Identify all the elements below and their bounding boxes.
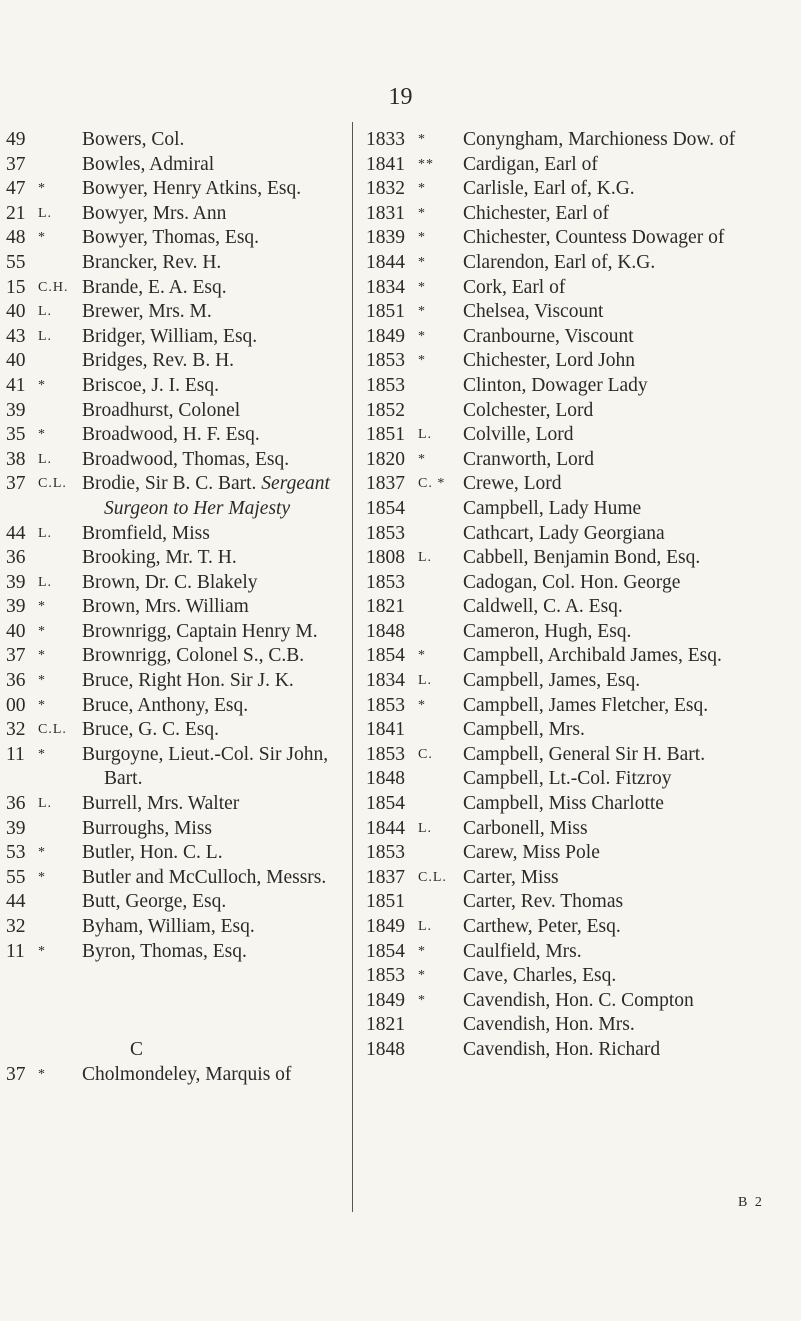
list-item (366, 472, 801, 497)
list-item (366, 251, 801, 276)
entry-name: Brooking, Mr. T. H. (82, 547, 237, 569)
entry-year: 1854 (366, 645, 405, 667)
list-item (366, 349, 801, 374)
column-divider (352, 122, 353, 1212)
entry-mark: * (38, 943, 46, 959)
entry-name: Bruce, Anthony, Esq. (82, 694, 249, 716)
entry-name: Campbell, General Sir H. Bart. (463, 743, 706, 765)
entry-year: 32 (6, 719, 26, 741)
entry-name: Butt, George, Esq. (82, 891, 227, 913)
entry-mark: L. (418, 919, 433, 934)
entry-year: 15 (6, 276, 26, 298)
entry-name: Cavendish, Hon. Mrs. (463, 1014, 635, 1036)
entry-year: 39 (6, 571, 26, 593)
entry-year: 1848 (366, 620, 405, 642)
entry-name: Bridger, William, Esq. (82, 325, 258, 347)
entry-name: Carthew, Peter, Esq. (463, 916, 621, 937)
entry-mark: L. (38, 574, 53, 590)
list-item (6, 644, 351, 669)
entry-mark: * (418, 648, 426, 664)
entry-mark: * (38, 845, 46, 861)
entry-name: Bruce, Right Hon. Sir J. K. (82, 670, 294, 692)
entry-year: 1853 (366, 694, 405, 716)
entry-name: Brown, Dr. C. Blakely (82, 571, 258, 593)
entry-mark: L. (38, 525, 53, 541)
entry-year: 40 (6, 620, 26, 642)
entry-year: 1853 (366, 965, 405, 987)
entry-name: Campbell, Mrs. (463, 719, 585, 741)
entry-name: Bowyer, Henry Atkins, Esq. (82, 178, 302, 200)
signature-mark: B 2 (738, 1195, 764, 1210)
entry-year: 37 (6, 1063, 26, 1085)
entry-name: Campbell, James, Esq. (463, 670, 641, 692)
entry-name: Carter, Miss (463, 866, 559, 888)
entry-year: 1851 (366, 301, 405, 323)
list-item (6, 915, 351, 940)
entry-name: Brancker, Rev. H. (82, 251, 222, 273)
entry-year: 1844 (366, 251, 405, 273)
entry-year: 1853 (366, 842, 405, 864)
entry-name: Clinton, Dowager Lady (463, 374, 648, 396)
entry-year: 47 (6, 178, 26, 200)
list-item (6, 571, 351, 596)
list-item (366, 767, 801, 792)
list-item (366, 546, 801, 571)
list-item (366, 669, 801, 694)
entry-name: Cranbourne, Viscount (463, 325, 634, 347)
entry-mark: C.H. (38, 279, 69, 295)
entry-name: Brownrigg, Colonel S., C.B. (82, 645, 305, 667)
entry-year: 11 (6, 940, 25, 962)
list-item (366, 374, 801, 399)
list-item (6, 940, 351, 965)
entry-year: 36 (6, 547, 26, 569)
entry-year: 1853 (366, 522, 405, 544)
entry-mark: * (418, 353, 426, 369)
entry-year: 11 (6, 743, 25, 765)
list-item (366, 940, 801, 965)
list-item (6, 374, 351, 399)
entry-year: 1851 (366, 891, 405, 913)
entry-name: Carew, Miss Pole (463, 842, 600, 864)
entry-name: Briscoe, J. I. Esq. (82, 374, 220, 396)
list-item (6, 718, 351, 743)
entry-year: 53 (6, 842, 26, 864)
entry-year: 1821 (366, 1014, 405, 1036)
entry-mark: * (38, 697, 46, 713)
list-item (6, 226, 351, 251)
entry-year: 1844 (366, 817, 405, 839)
entry-year: 39 (6, 817, 26, 839)
entry-name: Bowyer, Mrs. Ann (82, 202, 227, 224)
entry-name: Cave, Charles, Esq. (463, 965, 617, 987)
list-item (6, 743, 351, 768)
entry-year: 1852 (366, 399, 405, 421)
list-item (366, 792, 801, 817)
entry-mark: * (38, 673, 46, 689)
entry-year: 1849 (366, 916, 405, 937)
entry-year: 1848 (366, 1038, 405, 1060)
list-item (366, 128, 801, 153)
list-item (366, 890, 801, 915)
list-item (366, 497, 801, 522)
entry-name: Butler, Hon. C. L. (82, 842, 223, 864)
entry-name: Cholmondeley, Marquis of (82, 1063, 292, 1085)
list-item (366, 399, 801, 424)
list-item (6, 399, 351, 424)
entry-year: 1821 (366, 596, 405, 618)
entry-year: 40 (6, 301, 26, 323)
entry-year: 1853 (366, 743, 405, 765)
entry-name: Carbonell, Miss (463, 817, 588, 839)
list-item (366, 743, 801, 768)
entry-mark: L. (38, 328, 53, 344)
section-letter: C (130, 1039, 144, 1061)
list-item (366, 989, 801, 1014)
list-item (6, 817, 351, 842)
list-item (366, 276, 801, 301)
list-item (366, 571, 801, 596)
entry-year: 1839 (366, 227, 405, 249)
entry-mark: * (418, 132, 426, 147)
entry-mark: * (38, 746, 46, 762)
list-item (366, 841, 801, 866)
list-item (6, 202, 351, 227)
list-item (6, 128, 351, 153)
entry-name: Brewer, Mrs. M. (82, 301, 212, 323)
entry-mark: C.L. (418, 869, 447, 885)
list-item (6, 620, 351, 645)
entry-year: 41 (6, 374, 26, 396)
list-item (366, 325, 801, 350)
entry-mark: * (418, 304, 426, 320)
entry-name: Chelsea, Viscount (463, 301, 604, 323)
entry-year: 39 (6, 596, 26, 618)
left-column (6, 128, 351, 1087)
entry-title-italic: Sergeant (261, 473, 330, 495)
entry-name: Cameron, Hugh, Esq. (463, 620, 632, 642)
entry-year: 1832 (366, 178, 405, 200)
list-item (366, 915, 801, 940)
entry-mark: * (38, 427, 46, 443)
entry-name: Cavendish, Hon. Richard (463, 1038, 661, 1060)
list-item (6, 251, 351, 276)
list-item (6, 694, 351, 719)
entry-name: Brodie, Sir B. C. Bart. Sergeant (82, 473, 330, 495)
entry-name: Broadwood, Thomas, Esq. (82, 448, 290, 470)
entry-mark: L. (418, 673, 433, 689)
entry-year: 1831 (366, 202, 405, 224)
list-item-continuation (6, 497, 351, 522)
entry-name-continuation: Surgeon to Her Majesty (104, 497, 291, 519)
entry-name: Broadwood, H. F. Esq. (82, 424, 260, 446)
list-item (366, 177, 801, 202)
entry-mark: C. * (418, 476, 446, 492)
list-item (366, 595, 801, 620)
list-item (366, 620, 801, 645)
entry-name: Conyngham, Marchioness Dow. of (463, 129, 736, 150)
entry-name: Byron, Thomas, Esq. (82, 940, 247, 962)
entry-name: Bromfield, Miss (82, 522, 210, 544)
list-item (6, 1063, 351, 1088)
entry-mark: L. (38, 304, 53, 320)
entry-mark: L. (418, 820, 433, 836)
entry-name: Burrell, Mrs. Walter (82, 793, 240, 815)
entry-name: Bowles, Admiral (82, 153, 215, 175)
entry-year: 38 (6, 448, 26, 470)
entry-year: 1820 (366, 448, 405, 470)
entry-year: 1853 (366, 571, 405, 593)
entry-year: 43 (6, 325, 26, 347)
entry-year: 00 (6, 694, 26, 716)
entry-name: Cabbell, Benjamin Bond, Esq. (463, 547, 701, 569)
section-spacer (6, 964, 351, 1038)
entry-name: Cavendish, Hon. C. Compton (463, 989, 694, 1011)
list-item (6, 325, 351, 350)
list-item (6, 472, 351, 497)
list-item (6, 300, 351, 325)
entry-mark: * (38, 869, 46, 885)
entry-year: 1851 (366, 424, 405, 446)
entry-year: 1834 (366, 276, 405, 298)
list-item (6, 546, 351, 571)
list-item (6, 841, 351, 866)
list-item (366, 300, 801, 325)
entry-year: 1848 (366, 768, 405, 790)
entry-name: Burgoyne, Lieut.-Col. Sir John, (82, 743, 329, 765)
entry-mark: * (38, 377, 46, 393)
entry-year: 35 (6, 424, 26, 446)
entry-name: Bruce, G. C. Esq. (82, 719, 220, 741)
entry-name: Campbell, Lt.-Col. Fitzroy (463, 768, 672, 790)
entry-mark: * (38, 1066, 46, 1082)
entry-year: 1837 (366, 473, 405, 495)
entry-mark: * (418, 992, 426, 1008)
entry-mark: * (418, 181, 426, 197)
entry-name: Butler and McCulloch, Messrs. (82, 866, 327, 888)
entry-name: Bridges, Rev. B. H. (82, 350, 235, 372)
entry-mark: C.L. (38, 476, 67, 492)
entry-name: Crewe, Lord (463, 473, 562, 495)
list-item (366, 226, 801, 251)
entry-name: Bowers, Col. (82, 129, 185, 150)
entry-mark: * (418, 943, 426, 959)
entry-mark: C.L. (38, 722, 67, 738)
list-item (366, 644, 801, 669)
entry-year: 36 (6, 670, 26, 692)
entry-year: 37 (6, 645, 26, 667)
entry-year: 1853 (366, 374, 405, 396)
entry-year: 1854 (366, 793, 405, 815)
list-item (366, 1013, 801, 1038)
list-item (366, 817, 801, 842)
entry-year: 37 (6, 153, 26, 175)
entry-name: Colchester, Lord (463, 399, 594, 421)
entry-year: 1833 (366, 129, 405, 150)
entry-year: 1837 (366, 866, 405, 888)
entry-year: 44 (6, 522, 26, 544)
entry-year: 1853 (366, 350, 405, 372)
entry-year: 1808 (366, 547, 405, 569)
entry-year: 1854 (366, 497, 405, 519)
entry-mark: L. (418, 550, 433, 566)
entry-name: Clarendon, Earl of, K.G. (463, 251, 656, 273)
entry-mark: * (38, 181, 46, 197)
entry-mark: * (38, 599, 46, 615)
right-column (366, 128, 801, 1063)
entry-year: 1854 (366, 940, 405, 962)
entry-year: 39 (6, 399, 26, 421)
entry-mark: * (418, 451, 426, 467)
entry-mark: L. (38, 796, 53, 812)
entry-year: 1841 (366, 153, 405, 175)
entry-mark: * (418, 230, 426, 246)
entry-name: Campbell, James Fletcher, Esq. (463, 694, 709, 716)
entry-name: Colville, Lord (463, 424, 574, 446)
list-item (366, 153, 801, 178)
entry-year: 1849 (366, 989, 405, 1011)
entry-name: Chichester, Earl of (463, 202, 609, 224)
list-item (6, 669, 351, 694)
section-heading (6, 1038, 351, 1063)
entry-name: Byham, William, Esq. (82, 916, 255, 937)
entry-name: Bowyer, Thomas, Esq. (82, 227, 260, 249)
entry-year: 36 (6, 793, 26, 815)
entry-mark: L. (418, 427, 433, 443)
entry-mark: * (38, 623, 46, 639)
list-item (366, 448, 801, 473)
entry-year: 1834 (366, 670, 405, 692)
entry-name: Brown, Mrs. William (82, 596, 249, 618)
entry-mark: * (418, 205, 426, 221)
entry-year: 49 (6, 129, 26, 150)
entry-mark: L. (38, 205, 53, 221)
entry-name: Chichester, Lord John (463, 350, 635, 372)
list-item-continuation (6, 767, 351, 792)
entry-name: Brownrigg, Captain Henry M. (82, 620, 318, 642)
list-item (366, 522, 801, 547)
list-item (6, 595, 351, 620)
entry-mark: * (418, 279, 426, 295)
list-item (6, 423, 351, 448)
list-item (366, 1038, 801, 1063)
entry-name: Cadogan, Col. Hon. George (463, 571, 681, 593)
entry-name: Carlisle, Earl of, K.G. (463, 178, 635, 200)
entry-name: Campbell, Lady Hume (463, 497, 642, 519)
entry-mark: L. (38, 451, 53, 467)
list-item (6, 792, 351, 817)
entry-year: 1841 (366, 719, 405, 741)
entry-mark: * (418, 328, 426, 344)
entry-name: Cranworth, Lord (463, 448, 595, 470)
entry-name: Cathcart, Lady Georgiana (463, 522, 665, 544)
list-item (366, 423, 801, 448)
entry-year: 48 (6, 227, 26, 249)
entry-mark: ** (418, 156, 434, 172)
entry-name: Brande, E. A. Esq. (82, 276, 227, 298)
entry-mark: C. (418, 746, 433, 762)
entry-name: Chichester, Countess Dowager of (463, 227, 725, 249)
entry-mark: * (418, 254, 426, 270)
entry-year: 55 (6, 251, 26, 273)
entry-year: 1849 (366, 325, 405, 347)
entry-name: Cardigan, Earl of (463, 153, 598, 175)
list-item (6, 866, 351, 891)
list-item (6, 448, 351, 473)
entry-year: 37 (6, 473, 26, 495)
entry-year: 44 (6, 891, 26, 913)
entry-year: 21 (6, 202, 26, 224)
entry-mark: * (418, 968, 426, 984)
entry-name: Campbell, Archibald James, Esq. (463, 645, 722, 667)
entry-name-continuation: Bart. (104, 768, 143, 790)
list-item (6, 890, 351, 915)
list-item (366, 964, 801, 989)
list-item (366, 866, 801, 891)
page-number: 19 (388, 84, 413, 110)
entry-mark: * (418, 697, 426, 713)
entry-year: 40 (6, 350, 26, 372)
entry-name: Cork, Earl of (463, 276, 566, 298)
list-item (366, 694, 801, 719)
entry-name: Caldwell, C. A. Esq. (463, 596, 623, 618)
entry-name: Broadhurst, Colonel (82, 399, 241, 421)
entry-year: 55 (6, 866, 26, 888)
entry-mark: * (38, 230, 46, 246)
entry-name: Burroughs, Miss (82, 817, 213, 839)
entry-name: Carter, Rev. Thomas (463, 891, 624, 913)
list-item (6, 522, 351, 547)
list-item (6, 276, 351, 301)
list-item (6, 349, 351, 374)
entry-mark: * (38, 648, 46, 664)
entry-year: 32 (6, 916, 26, 937)
entry-name: Campbell, Miss Charlotte (463, 793, 664, 815)
list-item (366, 202, 801, 227)
list-item (6, 153, 351, 178)
entry-name: Caulfield, Mrs. (463, 940, 582, 962)
list-item (366, 718, 801, 743)
list-item (6, 177, 351, 202)
